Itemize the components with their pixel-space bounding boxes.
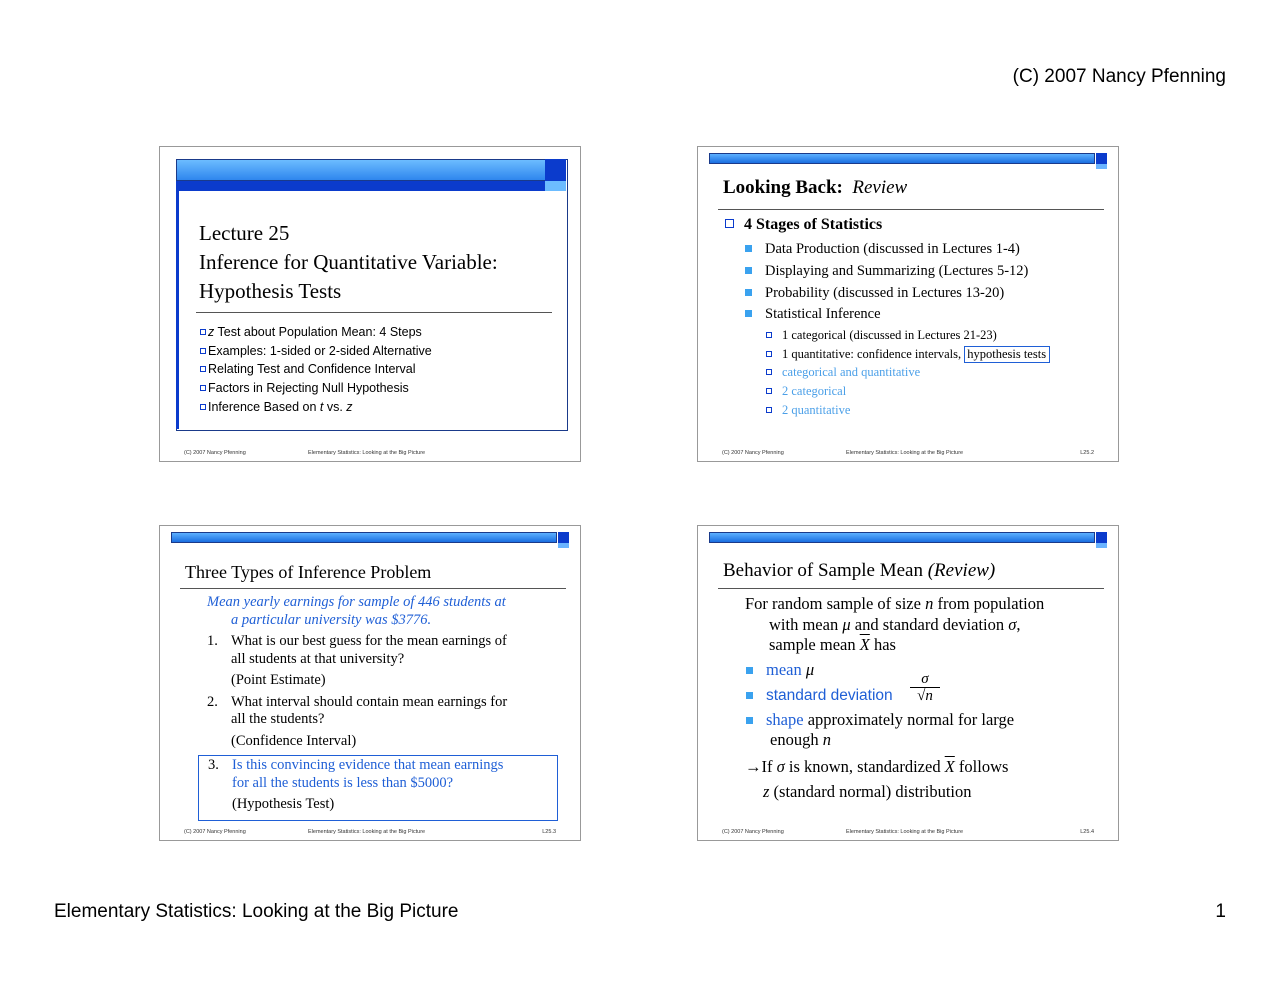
stage-item: Data Production (discussed in Lectures 1-4) (745, 239, 1028, 261)
slide-1-title-line: Inference for Quantitative Variable: (199, 250, 498, 274)
slide-4-title: Behavior of Sample Mean (Review) (723, 560, 996, 581)
slide-3-title: Three Types of Inference Problem (185, 562, 432, 582)
arrow-icon: → (745, 757, 762, 776)
slide-2-heading: 4 Stages of Statistics (725, 216, 882, 234)
slide-1 (159, 146, 581, 462)
slide-footer-course: Elementary Statistics: Looking at the Big Picture (846, 450, 964, 456)
slide-3 (159, 525, 581, 841)
page-number: 1 (1215, 901, 1226, 922)
hollow-bullet-icon (766, 369, 772, 375)
sd-fraction: σ √n (910, 671, 940, 704)
hollow-bullet-icon (725, 219, 734, 228)
inference-item: 2 quantitative (766, 401, 1050, 420)
slide-3-intro (207, 594, 506, 629)
slide-3-divider (180, 588, 566, 589)
hollow-bullet-icon (200, 329, 206, 335)
slide-footer-course: Elementary Statistics: Looking at the Big Picture (846, 829, 964, 835)
hollow-bullet-icon (200, 366, 206, 372)
slide-footer-copyright: (C) 2007 Nancy Pfenning (184, 450, 246, 456)
slide-4-topbar (709, 532, 1107, 544)
slide-3-questions (207, 633, 507, 750)
filled-bullet-icon (746, 717, 753, 724)
slide-number: L25.2 (1080, 450, 1094, 456)
slide-1-divider (196, 312, 552, 313)
hollow-bullet-icon (200, 385, 206, 391)
inference-item: 1 quantitative: confidence intervals, hypothesis tests (766, 345, 1050, 364)
hollow-bullet-icon (766, 407, 772, 413)
filled-bullet-icon (745, 267, 752, 274)
slide-footer-course: Elementary Statistics: Looking at the Big Picture (308, 450, 426, 456)
filled-bullet-icon (746, 692, 753, 699)
slide-2-divider (718, 209, 1104, 210)
slide-2-inference-list (766, 326, 1050, 420)
hollow-bullet-icon (200, 348, 206, 354)
topic-item: z Test about Population Mean: 4 Steps (200, 323, 432, 342)
slide-1-title-line: Lecture 25 (199, 221, 290, 245)
filled-bullet-icon (745, 310, 752, 317)
slide-1-corner-square-light (545, 181, 566, 191)
hollow-bullet-icon (766, 351, 772, 357)
hollow-bullet-icon (766, 332, 772, 338)
question-item: 2. What interval should contain mean earnings for all the students? (Confidence Interval) (207, 693, 508, 749)
slide-1-corner-square (545, 159, 566, 181)
slide-2-title: Looking Back: Review (723, 177, 908, 198)
bullet-sd: standard deviation σ √n (746, 685, 1014, 710)
slide-footer-copyright: (C) 2007 Nancy Pfenning (722, 829, 784, 835)
filled-bullet-icon (746, 667, 753, 674)
slide-4-intro: For random sample of size n from population with mean μ and standard deviation σ, sample mean $\overline{X}$ has (745, 594, 1045, 654)
slide-1-title-line: Hypothesis Tests (199, 279, 342, 303)
inference-item: 1 categorical (discussed in Lectures 21-23) (766, 326, 1050, 345)
page-header: (C) 2007 Nancy Pfenning (1012, 66, 1226, 87)
highlighted-question: 3. Is this convincing evidence that mean earnings for all the students is less than $5000? (Hypothesis Test) (198, 755, 558, 821)
topic-item: Factors in Rejecting Null Hypothesis (200, 379, 432, 398)
hollow-bullet-icon (766, 388, 772, 394)
filled-bullet-icon (745, 289, 752, 296)
slide-4-divider (718, 588, 1104, 589)
slide-footer-copyright: (C) 2007 Nancy Pfenning (722, 450, 784, 456)
topic-item: Examples: 1-sided or 2-sided Alternative (200, 342, 432, 361)
page-footer-title: Elementary Statistics: Looking at the Big Picture (54, 901, 459, 922)
stage-item: Statistical Inference (745, 304, 1028, 326)
slide-4 (697, 525, 1119, 841)
inference-item: categorical and quantitative (766, 363, 1050, 382)
slide-number: L25.3 (542, 829, 556, 835)
question-item: 1. What is our best guess for the mean earnings of all students at that university? (Point Estimate) (207, 633, 507, 688)
slide-3-topbar (171, 532, 569, 544)
slide-4-conclusion: →If σ is known, standardized $\overline{X}$ follows z (standard normal) distribution (745, 757, 1009, 801)
slide-footer-course: Elementary Statistics: Looking at the Big Picture (308, 829, 426, 835)
slide-1-banner-dark (176, 181, 546, 191)
slide-2-stages (745, 239, 1028, 326)
intro-line: a particular university was $3776. (231, 611, 432, 628)
slide-footer-copyright: (C) 2007 Nancy Pfenning (184, 829, 246, 835)
slide-1-left-bar (176, 191, 179, 429)
stage-item: Displaying and Summarizing (Lectures 5-12) (745, 261, 1028, 283)
slide-1-banner (176, 159, 546, 181)
bullet-shape: shape approximately normal for large enough n (746, 710, 1014, 750)
stage-item: Probability (discussed in Lectures 13-20) (745, 283, 1028, 305)
hollow-bullet-icon (200, 404, 206, 410)
inference-item: 2 categorical (766, 382, 1050, 401)
slide-4-bullets (746, 660, 1014, 750)
slide-1-title (199, 219, 498, 306)
slide-number: L25.4 (1080, 829, 1094, 835)
slide-2-topbar (709, 153, 1107, 165)
slide-1-topics (200, 323, 432, 417)
highlighted-topic: hypothesis tests (964, 346, 1050, 363)
slide-2 (697, 146, 1119, 462)
topic-item: Inference Based on t vs. z (200, 398, 432, 417)
intro-line: Mean yearly earnings for sample of 446 students at (207, 594, 506, 610)
filled-bullet-icon (745, 245, 752, 252)
topic-item: Relating Test and Confidence Interval (200, 360, 432, 379)
bullet-mean: mean μ (746, 660, 1014, 685)
